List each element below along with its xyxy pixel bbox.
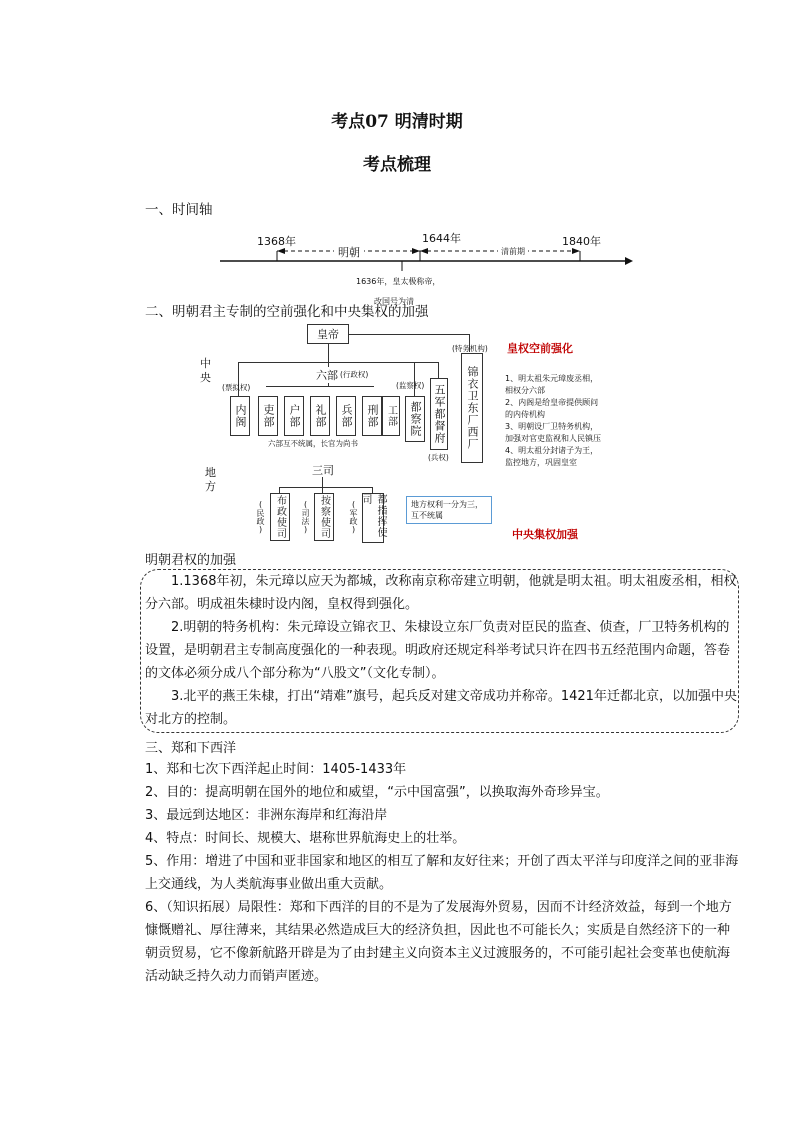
red-label-emperor-power: 皇权空前强化: [507, 342, 573, 355]
page-subtitle: 考点梳理: [363, 155, 431, 175]
buzheng-box: 布政使司: [270, 493, 290, 541]
tewu-note: (特务机构): [452, 344, 488, 353]
tewu-box: 锦衣卫东厂西厂: [461, 353, 483, 463]
red-label-centralization: 中央集权加强: [512, 528, 578, 541]
central-label: 中央: [200, 357, 211, 384]
system-heading: 二、明朝君主专制的空前强化和中央集权的加强: [145, 304, 429, 320]
six-ministries-note: (行政权): [340, 370, 369, 379]
zhenghe-heading: 三、郑和下西洋: [145, 741, 237, 756]
ministry-xing: 刑部: [362, 396, 382, 436]
six-ministries-label: 六部: [316, 369, 338, 382]
timeline-period-qing: 清前期: [498, 246, 528, 257]
wujun-box: 五军都督府: [430, 378, 448, 450]
page-title: 考点07 明清时期: [331, 112, 463, 132]
power-paragraphs: 1.1368年初，朱元璋以应天为都城，改称南京称帝建立明朝，他就是明太祖。明太祖废丞相，相权分六部。明成祖朱棣时设内阁，皇权得到强化。 2.明朝的特务机构：朱元璋设立锦衣卫、朱棣设立东厂负责对臣民的监查、侦查，厂卫特务机构的设置，是明朝君主专制高度强化的一种表现。明政府还规定科举考试只许在四书五经范围内命题，答卷的文体必须分成八个部分称为“八股文”（文化专制）。 3.北平的燕王朱棣，打出“靖难”旗号，起兵反对建文帝成功并称帝。1421年迁都北京，以加强中央对北方的控制。: [145, 574, 737, 727]
timeline-event-2: 改国号为清: [374, 297, 414, 306]
neige-box: 内阁: [230, 396, 250, 436]
timeline-period-ming: 明朝: [334, 244, 364, 260]
timeline-event-1: 1636年，皇太极称帝，: [356, 277, 441, 286]
local-note-box: 地方权利一分为三，互不统属: [406, 496, 492, 524]
ministries-note: 六部互不统属，长官为尚书: [268, 439, 358, 448]
ministry-li: 吏部: [258, 396, 278, 436]
ancha-note: (司法): [301, 500, 310, 534]
system-points: 1、明太祖朱元璋废丞相，相权分六部 2、内阁是给皇帝提供顾问的内侍机构 3、明朝设厂卫特务机构，加强对官吏监视和人民镇压 4、明太祖分封诸子为王，监控地方，巩固皇室: [505, 374, 601, 467]
power-heading: 明朝君权的加强: [145, 553, 237, 568]
zhenghe-items: 1、郑和七次下西洋起止时间：1405-1433年 2、目的：提高明朝在国外的地位和威望，“示中国富强”，以换取海外奇珍异宝。 3、最远到达地区：非洲东海岸和红海沿岸 4、特点：时间长、规模大、堪称世界航海史上的壮举。 5、作用：增进了中国和亚非国家和地区的相互了解和友好往来；开创了西太平洋与印度洋之间的亚非海上交通线，为人类航海事业做出重大贡献。 6、（知识拓展）局限性：郑和下西洋的目的不是为了发展海外贸易，因而不计经济效益，每到一个地方慷慨赠礼、厚往薄来，其结果必然造成巨大的经济负担，因此也不可能长久；实质是自然经济下的一种朝贡贸易，它不像新航路开辟是为了由封建主义向资本主义过渡服务的，不可能引起社会变革也使航海活动缺乏持久动力而销声匿迹。: [145, 762, 739, 984]
ministry-bing: 兵部: [336, 396, 356, 436]
duzhihui-box: 都指挥使司: [362, 493, 384, 543]
wujun-note: (兵权): [428, 453, 449, 462]
timeline-mid: 1644年: [422, 232, 461, 245]
buzheng-note: (民政): [256, 500, 265, 534]
ministry-hu: 户部: [284, 396, 304, 436]
ministry-li-rites: 礼部: [310, 396, 330, 436]
emperor-box: 皇帝: [307, 324, 349, 344]
duzhihui-note: (军政): [349, 500, 358, 534]
duchayuan-box: 都察院: [405, 396, 425, 442]
ancha-box: 按察使司: [314, 493, 334, 541]
timeline-start: 1368年: [257, 235, 296, 248]
ministry-gong: 工部: [382, 396, 400, 436]
timeline-heading: 一、时间轴: [145, 202, 213, 218]
neige-note: (票拟权): [222, 383, 251, 392]
timeline-end: 1840年: [562, 235, 601, 248]
sansi-label: 三司: [312, 464, 334, 477]
duchayuan-note: (监察权): [396, 381, 425, 390]
local-label: 地方: [205, 466, 216, 493]
